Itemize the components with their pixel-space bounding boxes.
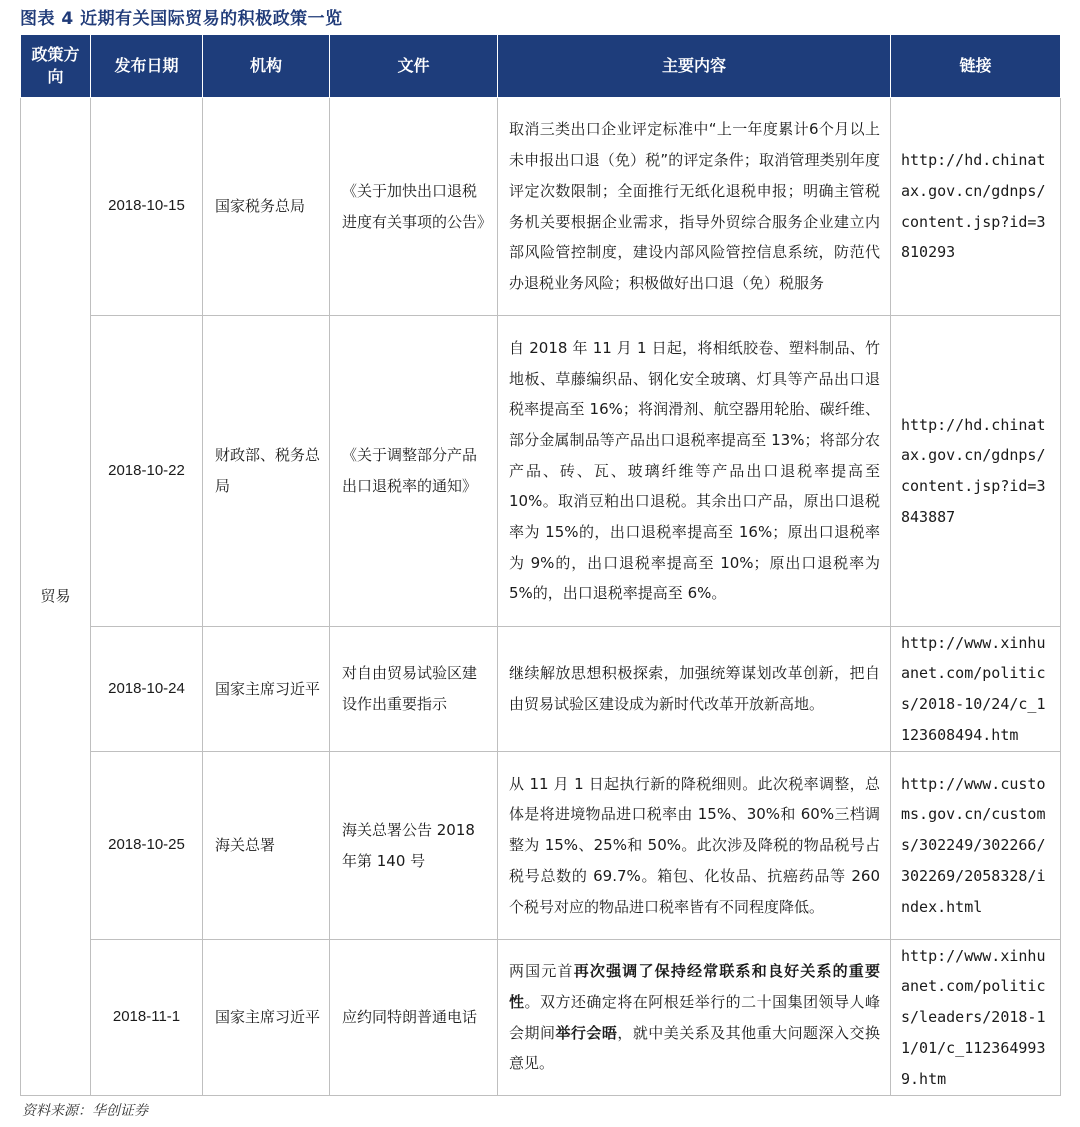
doc-cell: 应约同特朗普通电话 — [330, 940, 498, 1096]
content-highlight: 举行会晤 — [555, 1023, 618, 1042]
link-cell[interactable]: http://www.xinhuanet.com/politics/2018-10/24/c_1123608494.htm — [891, 627, 1061, 752]
org-cell: 国家主席习近平 — [203, 940, 330, 1096]
table-row — [21, 752, 1061, 940]
link-cell[interactable]: http://www.customs.gov.cn/customs/302249/302266/302269/2058328/index.html — [891, 752, 1061, 940]
date-cell: 2018-10-22 — [91, 316, 203, 627]
org-cell: 国家税务总局 — [203, 98, 330, 316]
table-row — [21, 316, 1061, 627]
doc-cell: 《关于加快出口退税进度有关事项的公告》 — [330, 98, 498, 316]
table-row — [21, 627, 1061, 752]
header-doc: 文件 — [330, 35, 498, 98]
policy-table — [20, 34, 1061, 1096]
header-date: 发布日期 — [91, 35, 203, 98]
org-cell: 财政部、税务总局 — [203, 316, 330, 627]
date-cell: 2018-10-24 — [91, 627, 203, 752]
header-link: 链接 — [891, 35, 1061, 98]
content-cell: 自 2018 年 11 月 1 日起，将相纸胶卷、塑料制品、竹地板、草藤编织品、钢化安全玻璃、灯具等产品出口退税率提高至 16%；将润滑剂、航空器用轮胎、碳纤维、部分金属制品等产品出口退税率提高至 13%；将部分农产品、砖、瓦、玻璃纤维等产品出口退税率提高至 10%。取消豆粕出口退税。其余出口产品，原出口退税率为 15%的，出口退税率提高至 16%；原出口退税率为 9%的，出口退税率提高至 10%；原出口退税率为 5%的，出口退税率提高至 6%。 — [498, 316, 891, 627]
org-cell: 海关总署 — [203, 752, 330, 940]
org-cell: 国家主席习近平 — [203, 627, 330, 752]
policy-direction-cell: 贸易 — [21, 98, 91, 1096]
content-highlight: 再次强调了保持经常联系和良好关系的重要性 — [509, 962, 880, 1011]
content-cell — [498, 940, 891, 1096]
figure-title: 图表 4 近期有关国际贸易的积极政策一览 — [20, 9, 343, 29]
content-cell: 从 11 月 1 日起执行新的降税细则。此次税率调整，总体是将进境物品进口税率由 15%、30%和 60%三档调整为 15%、25%和 50%。此次涉及降税的物品税号占税号总数的 69.7%。箱包、化妆品、抗癌药品等 260 个税号对应的物品进口税率皆有不同程度降低。 — [498, 752, 891, 940]
header-content: 主要内容 — [498, 35, 891, 98]
doc-cell: 海关总署公告 2018 年第 140 号 — [330, 752, 498, 940]
link-cell[interactable]: http://hd.chinatax.gov.cn/gdnps/content.jsp?id=3843887 — [891, 316, 1061, 627]
content-text: 。双方还确定将在阿根廷举行的二十国集团领导人峰会期间 — [509, 992, 880, 1042]
doc-cell: 《关于调整部分产品出口退税率的通知》 — [330, 316, 498, 627]
table-row — [21, 940, 1061, 1096]
link-cell[interactable]: http://www.xinhuanet.com/politics/leaders/2018-11/01/c_1123649939.htm — [891, 940, 1061, 1096]
header-org: 机构 — [203, 35, 330, 98]
content-cell: 取消三类出口企业评定标准中“上一年度累计6个月以上未申报出口退（免）税”的评定条件；取消管理类别年度评定次数限制；全面推行无纸化退税申报；明确主管税务机关要根据企业需求，指导外贸综合服务企业建立内部风险管控制度，建设内部风险管控信息系统，防范代办退税业务风险；积极做好出口退（免）税服务 — [498, 98, 891, 316]
date-cell: 2018-10-15 — [91, 98, 203, 316]
table-row — [21, 98, 1061, 316]
table-header-row — [21, 35, 1061, 98]
date-cell: 2018-10-25 — [91, 752, 203, 940]
link-cell[interactable]: http://hd.chinatax.gov.cn/gdnps/content.jsp?id=3810293 — [891, 98, 1061, 316]
content-text: 两国元首 — [509, 962, 574, 981]
content-text: ，就中美关系及其他重大问题深入交换意见。 — [509, 1023, 880, 1073]
date-cell: 2018-11-1 — [91, 940, 203, 1096]
content-cell: 继续解放思想积极探索，加强统筹谋划改革创新，把自由贸易试验区建设成为新时代改革开放新高地。 — [498, 627, 891, 752]
header-direction: 政策方向 — [21, 35, 91, 98]
source-note: 资料来源：华创证券 — [22, 1103, 148, 1119]
doc-cell: 对自由贸易试验区建设作出重要指示 — [330, 627, 498, 752]
